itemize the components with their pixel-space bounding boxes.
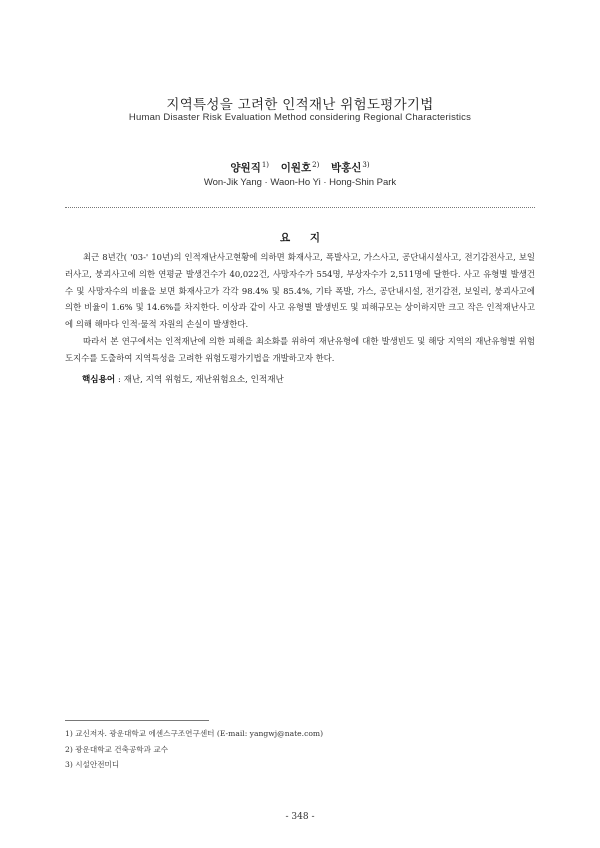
- author-list: [0, 160, 600, 175]
- paper-title-english: Human Disaster Risk Evaluation Method considering Regional Characteristics: [128, 112, 472, 123]
- section-divider: [65, 207, 535, 208]
- footnote-rule: [65, 720, 209, 721]
- keywords-text: : 재난, 지역 위험도, 재난위험요소, 인적재난: [117, 375, 284, 385]
- keywords-label: 핵심용어: [82, 375, 116, 385]
- keywords: [82, 373, 284, 385]
- footnote-3: 3) 시설안전미디: [65, 760, 120, 769]
- author-list-english: Won-Jik Yang · Waon-Ho Yi · Hong-Shin Park: [203, 177, 397, 188]
- author-1: [230, 162, 269, 174]
- abstract-paragraph: 따라서 본 연구에서는 인적재난에 의한 피해을 최소화를 위하여 재난유형에 대한 발생빈도 및 해당 지역의 재난유형별 위험도지수를 도출하여 지역특성을 고려한 위험도평가기법을 개발하고자 한다.: [65, 335, 535, 363]
- abstract-paragraph: 최근 8년간( '03-' 10년)의 인적재난사고현황에 의하면 화재사고, 폭발사고, 가스사고, 공단내시설사고, 전기감전사고, 보일러사고, 붕괴사고에 의한 연평균 발생건수가 40,022건, 사망자수가 554명, 부상자수가 2,511명에 달한다. 사고 유형별 발생건수 및 사망자수의 비율을 보면 화재사고가 각각 98.4% 및 85.4%, 기타 폭발, 가스, 공단내시설, 전기감전, 보일러, 붕괴사고에 의한 비율이 1.6% 및 14.6%를 차지한다. 이상과 같이 사고 유형별 발생빈도 및 피해규모는 상이하지만 크고 작은 인적재난사고에 의해 해마다 인적·물적 자원의 손실이 발생한다.: [65, 252, 535, 330]
- author-footnote-mark: 1): [261, 161, 270, 169]
- author-name: 박홍신: [330, 162, 362, 174]
- footnote-2: 2) 광운대학교 건축공학과 교수: [65, 744, 169, 754]
- paper-title: 지역특성을 고려한 인적재난 위험도평가기법: [166, 97, 434, 113]
- author-3: [331, 162, 370, 174]
- author-footnote-mark: 3): [362, 161, 370, 169]
- author-name: 이원호: [280, 162, 312, 174]
- abstract-body: [65, 249, 535, 367]
- footnotes: [65, 726, 535, 773]
- author-name: 양원직: [230, 162, 261, 174]
- abstract-heading: 요 지: [280, 232, 320, 244]
- page-number: - 348 -: [285, 812, 315, 822]
- author-footnote-mark: 2): [312, 161, 320, 169]
- author-2: [281, 162, 320, 174]
- footnote-1: 1) 교신저자. 광운대학교 에센스구조연구센터 (E-mail: yangwj@nate.com): [65, 729, 324, 738]
